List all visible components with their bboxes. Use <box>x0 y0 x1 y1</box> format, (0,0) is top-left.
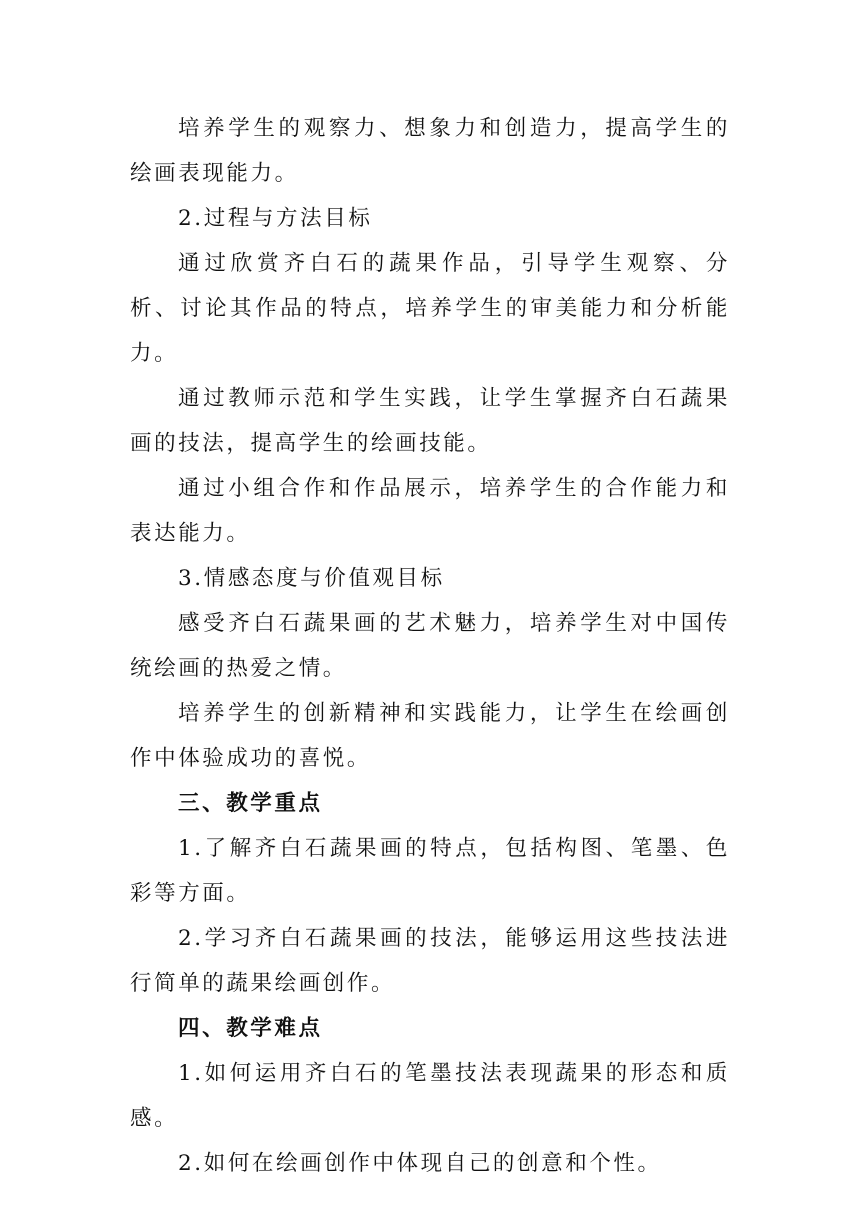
key-point-2: 2.学习齐白石蔬果画的技法，能够运用这些技法进行简单的蔬果绘画创作。 <box>130 926 730 996</box>
subheading-process-method-goal: 2.过程与方法目标 <box>178 206 373 231</box>
difficulty-1: 1.如何运用齐白石的笔墨技法表现蔬果的形态和质感。 <box>130 1061 730 1131</box>
difficulty-2: 2.如何在绘画创作中体现自己的创意和个性。 <box>178 1151 662 1176</box>
section-heading-key-points: 三、教学重点 <box>178 791 323 816</box>
paragraph-innovation: 培养学生的创新精神和实践能力，让学生在绘画创作中体验成功的喜悦。 <box>130 701 730 771</box>
section-heading-difficulties: 四、教学难点 <box>178 1016 323 1041</box>
key-point-1: 1.了解齐白石蔬果画的特点，包括构图、笔墨、色彩等方面。 <box>130 836 730 906</box>
document-body <box>130 106 730 1186</box>
paragraph-artistic-charm: 感受齐白石蔬果画的艺术魅力，培养学生对中国传统绘画的热爱之情。 <box>130 611 730 681</box>
paragraph-appreciation: 通过欣赏齐白石的蔬果作品，引导学生观察、分析、讨论其作品的特点，培养学生的审美能力和分析能力。 <box>130 251 730 366</box>
paragraph-group-work: 通过小组合作和作品展示，培养学生的合作能力和表达能力。 <box>130 476 730 546</box>
paragraph-ability-goal: 培养学生的观察力、想象力和创造力，提高学生的绘画表现能力。 <box>130 116 730 186</box>
paragraph-demonstration: 通过教师示范和学生实践，让学生掌握齐白石蔬果画的技法，提高学生的绘画技能。 <box>130 386 730 456</box>
subheading-emotion-values-goal: 3.情感态度与价值观目标 <box>178 566 445 591</box>
